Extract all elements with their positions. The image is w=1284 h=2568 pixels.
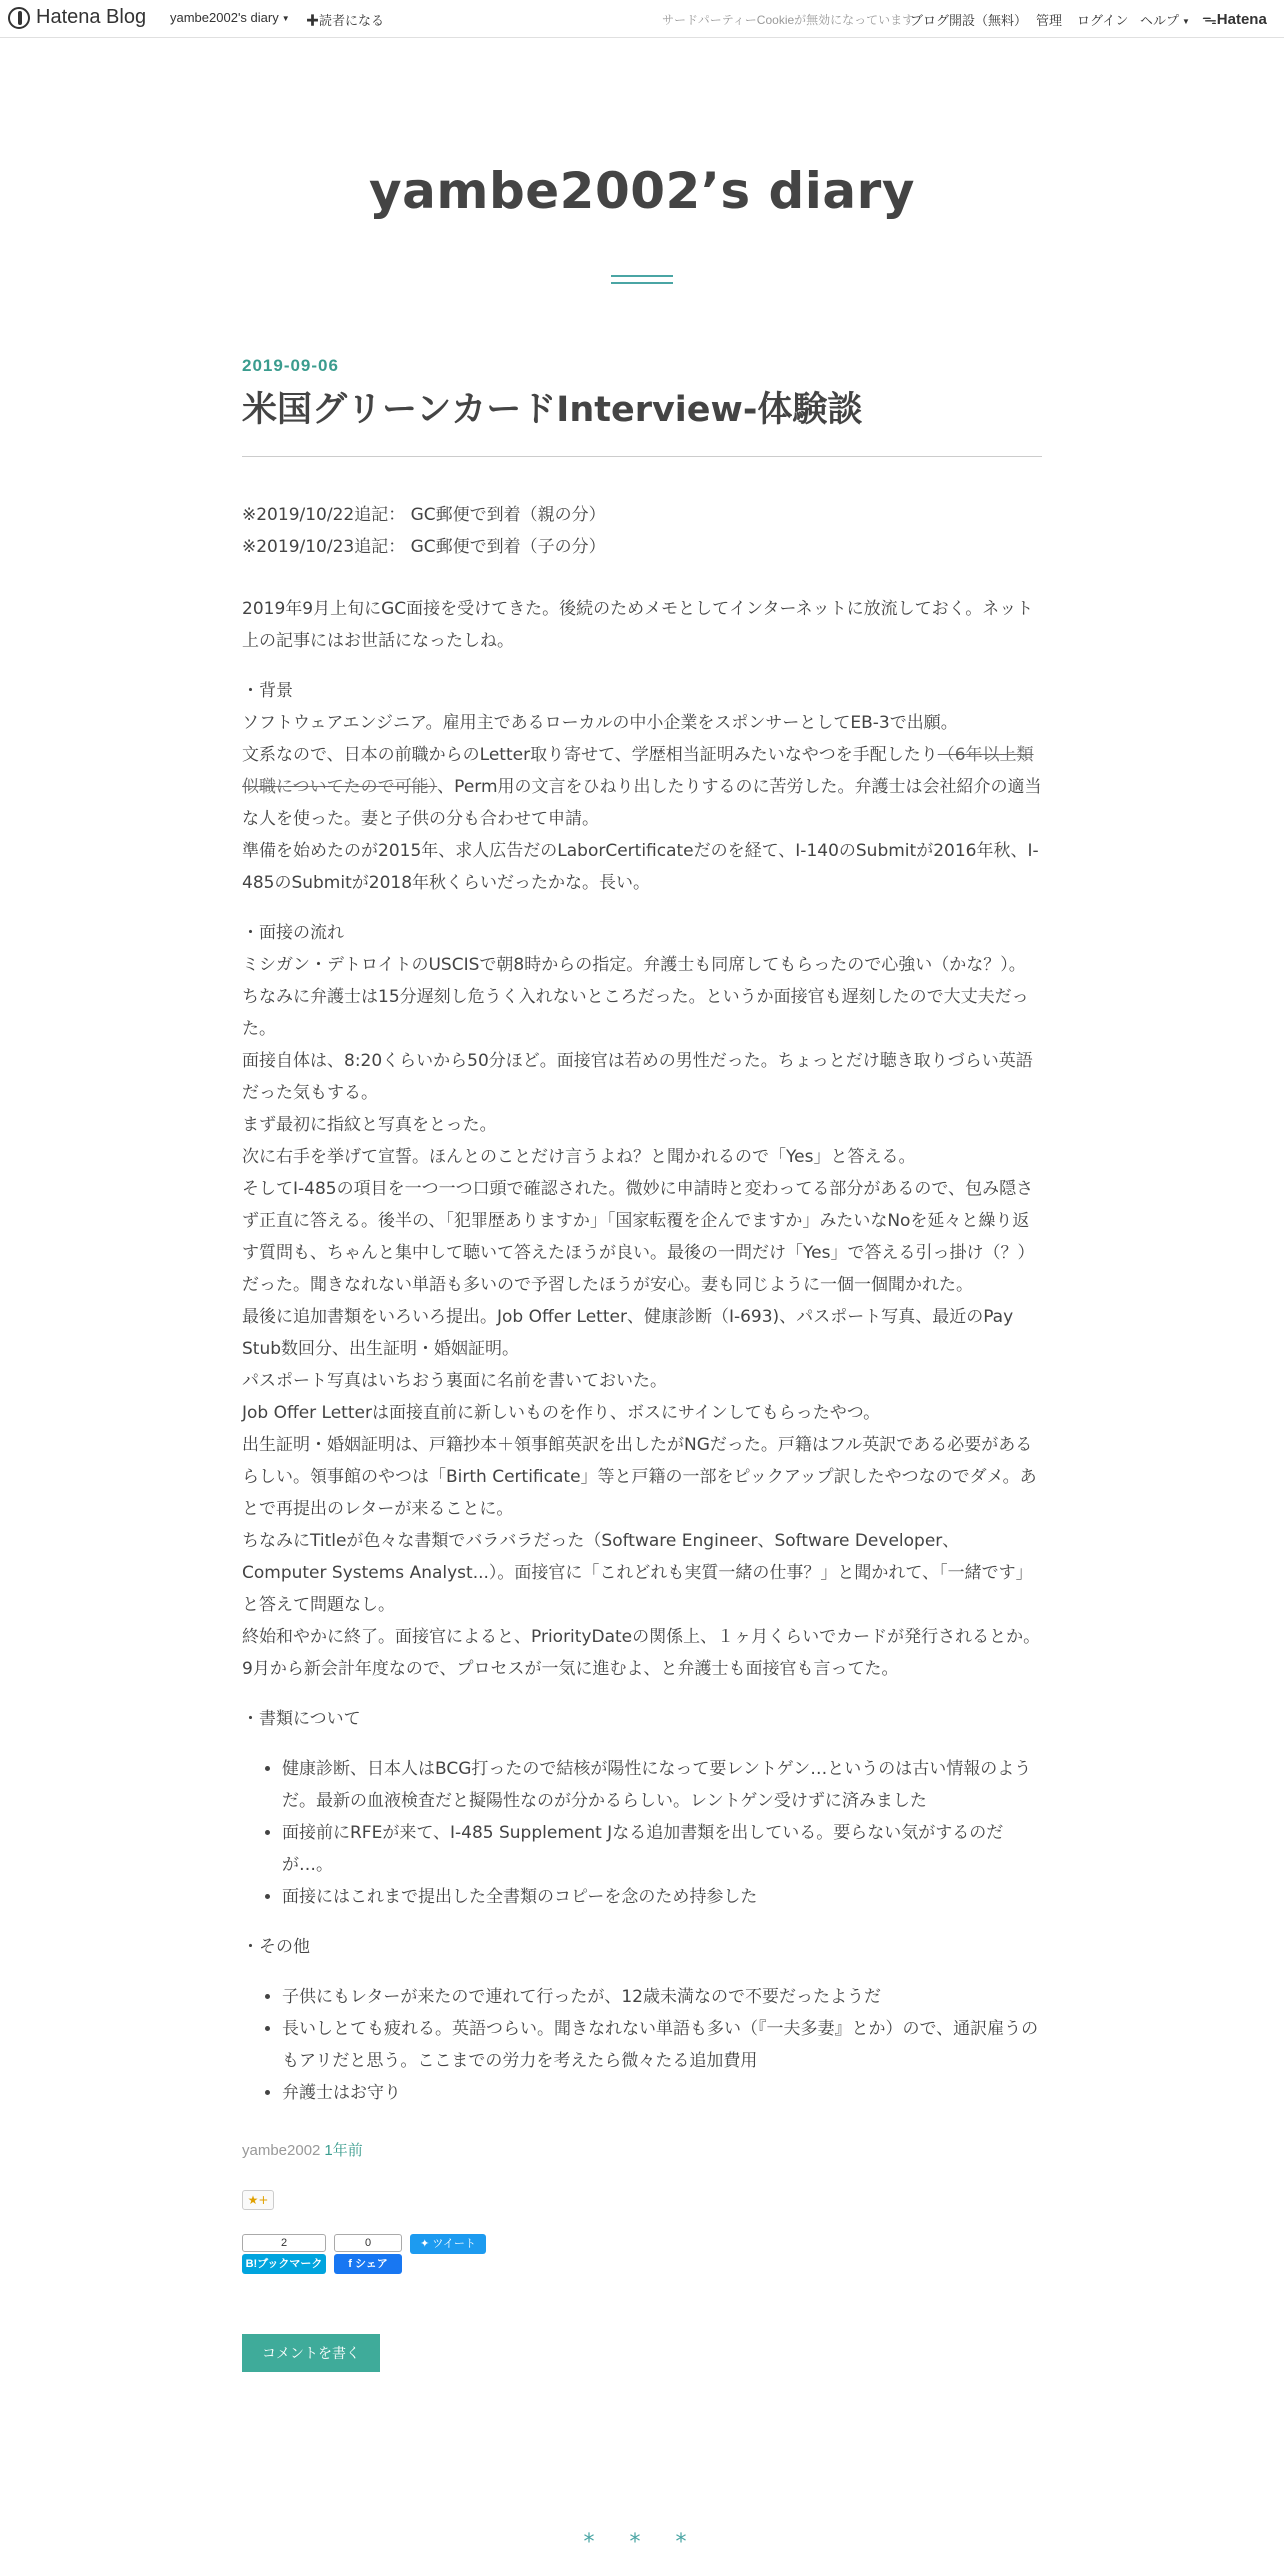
blog-menu-label: yambe2002's diary xyxy=(170,10,279,25)
body-line: ソフトウェアエンジニア。雇用主であるローカルの中小企業をスポンサーとしてEB-3で出願。 xyxy=(242,712,958,733)
list-item: • 健康診断、日本人はBCG打ったので結核が陽性になって要レントゲン…というのは古い情報のようだ。最新の血液検査だと擬陽性なのが分かるらしい。レントゲン受けずに済みました xyxy=(282,1753,1042,1817)
entry xyxy=(242,356,1042,2372)
hatena-icon: ᯓ xyxy=(1202,11,1217,28)
share-buttons xyxy=(242,2234,1042,2274)
logo-text: Hatena Blog xyxy=(36,6,147,28)
tweet-button[interactable] xyxy=(410,2234,486,2254)
body-line: 準備を始めたのが2015年、求人広告だのLaborCertificateだのを経て、I-140のSubmitが2016年秋、I-485のSubmitが2018年秋くらいだったかな。長い。 xyxy=(242,840,1039,893)
help-menu[interactable] xyxy=(1140,10,1190,29)
chevron-down-icon: ▼ xyxy=(1182,17,1190,27)
facebook-share-widget xyxy=(334,2234,402,2274)
subscribe-button[interactable]: ✚読者になる xyxy=(306,13,385,28)
body-line: 次に右手を挙げて宣誓。ほんとのことだけ言うよね？と聞かれるので「Yes」と答える。 xyxy=(242,1146,916,1167)
entry-permalink-time[interactable]: 1年前 xyxy=(324,2141,363,2159)
entry-separator: * * * xyxy=(583,2530,701,2555)
facebook-count[interactable]: 0 xyxy=(334,2234,402,2252)
body-line: そしてI-485の項目を一つ一つ口頭で確認された。微妙に申請時と変わってる部分があるので、包み隠さず正直に答える。後半の、「犯罪歴ありますか」「国家転覆を企んでますか」みたいなNoを延々と繰り返す質問も、ちゃんと集中して聴いて答えたほうが良い。最後の一問だけ「Yes」で答える引っ掛け（？）だった。聞きなれない単語も多いので予習したほうが安心。妻も同じように一個一個聞かれた。 xyxy=(242,1178,1035,1295)
title-divider xyxy=(611,282,673,284)
blog-menu[interactable] xyxy=(170,10,290,25)
facebook-share-button[interactable]: f シェア xyxy=(334,2254,402,2274)
list-item: • 弁護士はお守り xyxy=(282,2077,1042,2109)
write-comment-button[interactable]: コメントを書く xyxy=(242,2334,380,2372)
body-line: ちなみにTitleが色々な書類でバラバラだった（Software Engineer、Software Developer、Computer Systems Analyst...）。面接官に「これどれも実質一緒の仕事？」と聞かれて、「一緒です」と答えて問題なし。 xyxy=(242,1530,1033,1615)
open-blog-link[interactable]: ブログ開設（無料） xyxy=(910,13,1028,28)
update-note: ※2019/10/22追記： GC郵便で到着（親の分） xyxy=(242,504,606,525)
section-heading: ・その他 xyxy=(242,1936,310,1957)
admin-link[interactable]: 管理 xyxy=(1036,13,1063,28)
list-item: • 面接前にRFEが来て、I-485 Supplement Jなる追加書類を出している。要らない気がするのだが…。 xyxy=(282,1817,1042,1881)
blog-title[interactable]: yambe2002’s diary xyxy=(369,162,915,220)
title-underline xyxy=(242,456,1042,457)
section-heading: ・書類について xyxy=(242,1708,361,1729)
body-line: 終始和やかに終了。面接官によると、PriorityDateの関係上、１ヶ月くらいでカードが発行されるとか。9月から新会計年度なので、プロセスが一気に進むよ、と弁護士も面接官も言ってた。 xyxy=(242,1626,1041,1679)
intro-paragraph: 2019年9月上旬にGC面接を受けてきた。後続のためメモとしてインターネットに放流しておく。ネット上の記事にはお世話になったしね。 xyxy=(242,598,1034,651)
text-segment: 文系なので、日本の前職からのLetter取り寄せて、学歴相当証明みたいなやつを手配したり xyxy=(242,744,938,765)
hatena-blog-logo[interactable] xyxy=(8,6,146,29)
hatena-link[interactable] xyxy=(1202,9,1267,29)
author-link[interactable]: yambe2002 xyxy=(242,2141,321,2159)
tweet-label: ツイート xyxy=(432,2237,476,2250)
list-item: • 長いしとても疲れる。英語つらい。聞きなれない単語も多い（『一夫多妻』とか）ので、通訳雇うのもアリだと思う。ここまでの労力を考えたら微々たる追加費用 xyxy=(282,2013,1042,2077)
list-item: • 面接にはこれまで提出した全書類のコピーを念のため持参した xyxy=(282,1881,1042,1913)
spacer xyxy=(242,563,1042,593)
entry-body xyxy=(242,499,1042,2109)
login-link[interactable]: ログイン xyxy=(1077,13,1129,28)
body-line: 面接自体は、8:20くらいから50分ほど。面接官は若めの男性だった。ちょっとだけ聴き取りづらい英語だった気もする。 xyxy=(242,1050,1033,1103)
strikethrough-text: （6年以上類似職についてたので可能） xyxy=(242,744,1034,797)
hatena-bookmark-widget xyxy=(242,2234,326,2274)
other-list xyxy=(282,1981,1042,2109)
section-heading: ・背景 xyxy=(242,680,293,701)
cookie-notice[interactable]: サードパーティーCookieが無効になっています xyxy=(662,13,915,27)
body-line xyxy=(242,739,1042,835)
title-divider xyxy=(611,275,673,277)
body-line: Job Offer Letterは面接直前に新しいものを作り、ボスにサインしてもらったやつ。 xyxy=(242,1402,881,1423)
section-heading: ・面接の流れ xyxy=(242,922,344,943)
documents-list xyxy=(282,1753,1042,1913)
bookmark-count[interactable]: 2 xyxy=(242,2234,326,2252)
entry-date[interactable]: 2019-09-06 xyxy=(242,356,339,375)
entry-footer xyxy=(242,2139,1042,2160)
text-segment: 、Perm用の文言をひねり出したりするのに苦労した。弁護士は会社紹介の適当な人を使った。妻と子供の分も合わせて申請。 xyxy=(242,776,1042,829)
body-line: 最後に追加書類をいろいろ提出。Job Offer Letter、健康診断（I-693)、パスポート写真、最近のPay Stub数回分、出生証明・婚姻証明。 xyxy=(242,1306,1014,1359)
hatena-label: Hatena xyxy=(1216,11,1267,28)
global-header xyxy=(0,0,1284,38)
chevron-down-icon: ▼ xyxy=(281,14,290,24)
body-line: ミシガン・デトロイトのUSCISで朝8時からの指定。弁護士も同席してもらったので心強い（かな？）。ちなみに弁護士は15分遅刻し危うく入れないところだった。というか面接官も遅刻したので大丈夫だった。 xyxy=(242,954,1029,1039)
body-line: 出生証明・婚姻証明は、戸籍抄本＋領事館英訳を出したがNGだった。戸籍はフル英訳である必要があるらしい。領事館のやつは「Birth Certificate」等と戸籍の一部をピックアップ訳したやつなのでダメ。あとで再提出のレターが来ることに。 xyxy=(242,1434,1037,1519)
twitter-bird-icon: ✦ xyxy=(420,2237,430,2250)
entry-title[interactable]: 米国グリーンカードInterview-体験談 xyxy=(242,390,863,430)
hatena-bookmark-button[interactable]: B!ブックマーク xyxy=(242,2254,326,2274)
body-line: まず最初に指紋と写真をとった。 xyxy=(242,1114,497,1135)
hatena-blog-icon xyxy=(8,7,30,29)
add-star-button[interactable]: ★+ xyxy=(242,2190,274,2210)
help-label: ヘルプ xyxy=(1140,13,1180,28)
body-line: パスポート写真はいちおう裏面に名前を書いておいた。 xyxy=(242,1370,667,1391)
list-item: • 子供にもレターが来たので連れて行ったが、12歳未満なので不要だったようだ xyxy=(282,1981,1042,2013)
update-note: ※2019/10/23追記： GC郵便で到着（子の分） xyxy=(242,536,606,557)
